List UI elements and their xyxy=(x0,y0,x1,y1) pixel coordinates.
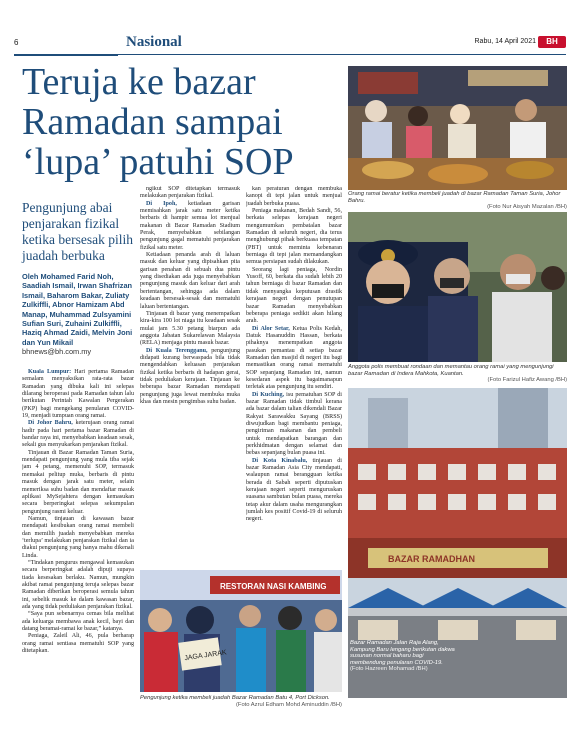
subheadline: Pengunjung abai penjarakan fizikal ketika bersesak pilih juadah berbuka xyxy=(22,200,133,263)
paragraph-text: pengunjung didapati kurang berwaspada bila tidak mengendahkan keluasan penjarakan fizikal ketika berbaris di hadapan gerai, tidak peduliakan kerajaan. Tinjauan ke beberapa bazar Ramadan mendapati pengunjung juga lewat membuka muka khas dan mesin pengimbas suhu badan. xyxy=(140,347,240,405)
article-paragraph xyxy=(140,252,240,311)
headline-line: Ramadan sampai xyxy=(22,101,283,143)
caption-text: Anggota polis membuat rondaan dan memantau orang ramai yang mengunjungi bazar Ramadan di Indera Mahkota, Kuantan. xyxy=(348,364,554,377)
paragraph-text: Peniaga makanan, Bedah Sandi, 56, berkata selepas kerajaan negeri mengumumkan pembatalan bazar Ramadan di seluruh negeri, dia terus menghubungi pihak berkuasa tempatan (PBT) untuk meminta kebenaran berniaga di tepi jalan memandangkan semua persiapan sudah dilakukan. xyxy=(246,208,342,266)
article-paragraph xyxy=(246,186,342,208)
paragraph-lead: Di Johor Bahru, xyxy=(28,420,76,427)
article-paragraph xyxy=(246,208,342,267)
paragraph-text: Peniaga, Zaleil Ali, 46, pula berharap orang ramai sentiasa mematuhi SOP yang ditetapkan. xyxy=(22,633,134,655)
bylines xyxy=(22,272,134,357)
article-paragraph xyxy=(246,392,342,458)
photo-port-dickson-image xyxy=(140,570,342,692)
photo-credit: (Foto Azrul Edham Mohd Aminuddin /BH) xyxy=(235,701,342,708)
paragraph-lead: Di Alor Setar, xyxy=(252,325,293,332)
paragraph-text: Tinjauan di bazar yang menempatkan kira-kira 100 lot niaga itu keadaan sesak mulai jam 5.30 petang biarpun ada anggota Jabatan Sukarelawan Malaysia (RELA) menjaga pintu masuk bazar. xyxy=(140,310,240,347)
photo-credit: (Foto Farizul Hafiz Awang /BH) xyxy=(487,377,567,384)
photo-bazaar-taman-suria xyxy=(348,66,567,190)
header-bar xyxy=(14,54,118,56)
article-paragraph xyxy=(22,633,134,655)
article-paragraph xyxy=(140,311,240,348)
photo-caption xyxy=(348,191,567,211)
article-paragraph xyxy=(22,450,134,516)
article-paragraph xyxy=(22,369,134,420)
photo-caption xyxy=(348,364,567,384)
photo-police-patrol xyxy=(348,212,567,362)
headline xyxy=(22,62,342,182)
caption-text: Orang ramai beratur ketika membeli juadah di bazar Ramadan Taman Suria, Johor Bahru. xyxy=(348,191,561,204)
photo-port-dickson xyxy=(140,570,342,692)
article-paragraph xyxy=(246,458,342,524)
photo-caption xyxy=(140,695,342,708)
paragraph-text: “Tindakan pengurus mengawal kemasukan secara berperingkat adalah dipuji supaya tiada kesesakan berlaku. Namun, mungkin akibat ramai pengunjung teruja selepas bazar Ramadan diberikan beroperasi semula tahun ini, sebelik masuk ke dalam kawasan bazar, ada yang tidak peduliakan penjarakan fizikal. xyxy=(22,559,134,610)
headline-line: ‘lupa’ patuhi SOP xyxy=(22,141,294,183)
paragraph-text: “Saya pun sebenarnya cemas bila melihat ada keluarga membawa anak kecil, bayi dan datang beramai-ramai ke bazar,” katanya. xyxy=(22,611,134,633)
paragraph-lead: Kuala Lumpur: xyxy=(28,369,75,375)
article-paragraph xyxy=(140,186,240,201)
paragraph-text: ketiadaan garisan memisahkan jarak satu meter ketika berbaris di hampir semua lot menjual makanan di Bazar Ramadan Stadium Perak, menyebabkan sebilangan pengunjung gagal mematuhi penjarakan fizikal satu meter. xyxy=(140,200,240,251)
dateline: Rabu, 14 April 2021 xyxy=(474,38,536,45)
paragraph-text: ngikut SOP ditetapkan termasuk melakukan penjarakan fizikal. xyxy=(140,186,240,200)
photo-caption xyxy=(350,640,456,673)
paragraph-text: Ketua Polis Kedah, Datuk Hasanuddin Hassan, berkata pihaknya menempatkan anggota pasukan pemantau di setiap bazar Ramadan dan masjid di negeri itu bagi memastikan orang ramai mematuhi SOP sepanjang Ramadan ini, namun kesedaran aspek itu bagaimanapun terletak atas pengunjung itu sendiri. xyxy=(246,325,342,391)
section-title: Nasional xyxy=(126,34,182,50)
paragraph-text: tinjauan di bazar Ramadan Asia City mendapati, walaupun ramai berangguan ketika berada di Sabah seperti diputuskan kerajaan negeri seperti menguruskan suasana sambutan bulan puasa, mereka tetap akur dalam usaha mengurangkan jumlah kes positif Covid-19 di seluruh negeri. xyxy=(246,457,342,523)
article-column-3 xyxy=(246,186,342,566)
headline-line: Teruja ke bazar xyxy=(22,61,256,103)
article-paragraph xyxy=(22,560,134,611)
article-paragraph xyxy=(22,516,134,560)
page-number: 6 xyxy=(14,38,19,47)
header-rule xyxy=(118,54,566,55)
caption-text: Pengunjung ketika membeli juadah Bazar Ramadan Batu 4, Port Dickson. xyxy=(140,695,330,701)
article-paragraph xyxy=(22,420,134,449)
article-paragraph xyxy=(246,326,342,392)
paragraph-text: Namun, tinjauan di kawasan bazar mendapati kesibukan orang ramai membeli dan memilih juadah menyebabkan mereka ‘terlupa’ melakukan penjarakan fizikal dan ia diakui pengunjung yang hanya mahu dikenali Linda. xyxy=(22,515,134,559)
bazar-banner-text: BAZAR RAMADHAN xyxy=(388,554,475,564)
paragraph-text: kan peraturan dengan membuka kanopi di tepi jalan untuk menjual juadah berbuka puasa. xyxy=(246,186,342,207)
byline-authors: Oleh Mohamed Farid Noh, Saadiah Ismail, Irwan Shafrizan Ismail, Baharom Bakar, Zuliaty Zulkiffli, Abnor Hamizam Abd Manap, Muhammad Zulsyamini Sufian Suri, Zuhaini Zulkiffli, Haziq Ahmad Zaidi, Melvin Joni dan Yun Mikail xyxy=(22,272,133,347)
paragraph-text: Seorang lagi peniaga, Nordin Yusoff, 60, berkata dia sudah lebih 20 tahun berniaga di bazar Ramadan dan tidak menyangka keputusan drastik kerajaan negeri dengan penutupan bazar Ramadan menyebabkan beberapa peniaga sedikit akan hilang arah. xyxy=(246,266,342,325)
paragraph-text: Ketiadaan penanda arah di laluan masuk dan keluar yang dipisahkan pita garisan penahan di sebuah dua pintu yang disediakan ada juga menyebabkan pengunjung masuk dan keluar dari arah bertentangan, sehingga ada dalam keadaan bersesak-sesak dan mematuhi laluan bertentangan. xyxy=(140,252,240,310)
bh-logo: BH xyxy=(538,36,566,48)
photo-police-patrol-image xyxy=(348,212,567,362)
article-paragraph xyxy=(22,611,134,633)
photo-credit: (Foto Nur Aisyah Mazalan /BH) xyxy=(487,204,567,211)
paragraph-lead: Di Kota Kinabalu, xyxy=(252,457,313,464)
byline-email[interactable]: bhnews@bh.com.my xyxy=(22,347,92,357)
caption-text: Bazar Ramadan Jalan Raja Alang, Kampung Baru lengang berikutan dakwa susunan normal baharu bagi membendung penularan COVID-19. xyxy=(350,640,455,666)
paragraph-text: Hari pertama Ramadan semalam menyaksikan rata-rata bazar Ramadan yang dibuka kali ini selepas dilarang beroperasi pada Ramadan tahun lalu berikutan Perintah Kawalan Pergerakan (PKP) bagi mengekang penularan COVID-19, menjadi tumpuan orang ramai. xyxy=(22,369,134,420)
photo-bazaar-taman-suria-image xyxy=(348,66,567,190)
article-paragraph xyxy=(140,348,240,407)
paragraph-text: isu pematuhan SOP di bazar Ramadan tidak timbul kerana ada bazar dalam talian dikendali Bazar Rakyat Sarawakku Sayang (BRSS) diwujudkan bagi membantu peniaga, pengiriman makanan dan pembeli untuk mendapatkan barangan dan perkhidmatan dengan selamat dan bebas sepanjang bulan puasa ini. xyxy=(246,391,342,457)
placard-text: JAGA JARAK xyxy=(184,649,227,663)
paragraph-text: keterujaan orang ramai hadir pada hari pertama bazar Ramadan di bandar raya ini, menyebabkan keadaan sesak, sekali gus menyukarkan penjarakan fizikal. xyxy=(22,420,134,449)
stall-sign-text: RESTORAN NASI KAMBING xyxy=(220,582,327,591)
paragraph-lead: Di Kuching, xyxy=(252,391,287,398)
paragraph-lead: Di Kuala Terengganu, xyxy=(146,347,212,354)
article-paragraph xyxy=(140,201,240,252)
article-column-1 xyxy=(22,369,134,724)
article-column-2 xyxy=(140,186,240,566)
paragraph-text: Tinjauan di Bazar Ramadan Taman Suria, mendapati pengunjung yang mula tiba sejak jam 4 petang, memenuhi SOP, termasuk memakai pelitup muka, berbaris di pintu masuk dengan jarak satu meter, selain memeriksa suhu badan dan mendaftar masuk aplikasi MySejahtera dengan kemasukan secara berperingkat selepas sekumpulan pengunjung rasmi keluar. xyxy=(22,449,134,515)
article-paragraph xyxy=(246,267,342,326)
paragraph-lead: Di Ipoh, xyxy=(146,200,188,207)
photo-credit: (Foto Hazreen Mohamad /BH) xyxy=(350,666,428,673)
